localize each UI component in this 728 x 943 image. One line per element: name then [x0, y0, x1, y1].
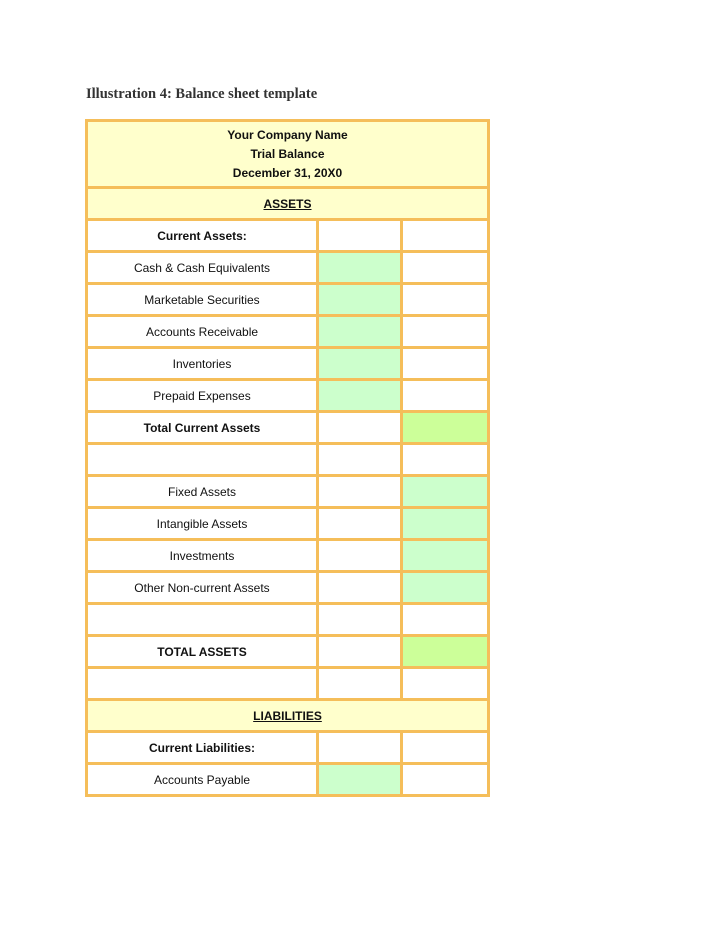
table-row [87, 380, 489, 412]
total-cell[interactable] [402, 540, 489, 572]
table-row [87, 540, 489, 572]
row-label: Fixed Assets [87, 476, 318, 508]
total-cell[interactable] [402, 220, 489, 252]
table-row [87, 764, 489, 796]
amount-cell[interactable] [318, 444, 402, 476]
row-label: Total Current Assets [87, 412, 318, 444]
total-cell[interactable] [402, 476, 489, 508]
liabilities-heading [87, 700, 489, 732]
table-row [87, 572, 489, 604]
table-row [87, 508, 489, 540]
total-cell[interactable] [402, 284, 489, 316]
total-cell[interactable] [402, 444, 489, 476]
total-cell[interactable] [402, 636, 489, 668]
table-row [87, 316, 489, 348]
row-label: Intangible Assets [87, 508, 318, 540]
table-row [87, 668, 489, 700]
total-cell[interactable] [402, 412, 489, 444]
row-label: Current Assets: [87, 220, 318, 252]
amount-cell[interactable] [318, 476, 402, 508]
title-row [87, 121, 489, 188]
total-cell[interactable] [402, 572, 489, 604]
amount-cell[interactable] [318, 412, 402, 444]
table-row [87, 444, 489, 476]
amount-cell[interactable] [318, 508, 402, 540]
row-label [87, 604, 318, 636]
amount-cell[interactable] [318, 636, 402, 668]
total-cell[interactable] [402, 764, 489, 796]
total-cell[interactable] [402, 732, 489, 764]
amount-cell[interactable] [318, 284, 402, 316]
table-row [87, 732, 489, 764]
table-row [87, 348, 489, 380]
row-label: Inventories [87, 348, 318, 380]
total-cell[interactable] [402, 668, 489, 700]
row-label: Accounts Receivable [87, 316, 318, 348]
company-name: Your Company Name [227, 127, 348, 142]
amount-cell[interactable] [318, 316, 402, 348]
assets-heading-text: ASSETS [263, 196, 312, 211]
amount-cell[interactable] [318, 380, 402, 412]
table-row [87, 636, 489, 668]
row-label: Investments [87, 540, 318, 572]
total-cell[interactable] [402, 508, 489, 540]
report-name: Trial Balance [250, 146, 325, 161]
amount-cell[interactable] [318, 572, 402, 604]
amount-cell[interactable] [318, 252, 402, 284]
total-cell[interactable] [402, 252, 489, 284]
row-label: Prepaid Expenses [87, 380, 318, 412]
report-date: December 31, 20X0 [232, 165, 343, 180]
assets-heading [87, 188, 489, 220]
row-label: TOTAL ASSETS [87, 636, 318, 668]
row-label [87, 444, 318, 476]
amount-cell[interactable] [318, 604, 402, 636]
total-cell[interactable] [402, 380, 489, 412]
row-label: Marketable Securities [87, 284, 318, 316]
assets-section-row [87, 188, 489, 220]
total-cell[interactable] [402, 348, 489, 380]
table-row [87, 412, 489, 444]
amount-cell[interactable] [318, 348, 402, 380]
row-label: Accounts Payable [87, 764, 318, 796]
total-cell[interactable] [402, 316, 489, 348]
amount-cell[interactable] [318, 732, 402, 764]
table-row [87, 604, 489, 636]
illustration-caption: Illustration 4: Balance sheet template [86, 86, 318, 102]
row-label [87, 668, 318, 700]
balance-sheet-table [85, 119, 490, 797]
row-label: Current Liabilities: [87, 732, 318, 764]
amount-cell[interactable] [318, 220, 402, 252]
liabilities-section-row [87, 700, 489, 732]
table-row [87, 220, 489, 252]
amount-cell[interactable] [318, 540, 402, 572]
title-cell [87, 121, 489, 188]
row-label: Other Non-current Assets [87, 572, 318, 604]
table-row [87, 252, 489, 284]
amount-cell[interactable] [318, 764, 402, 796]
liabilities-heading-text: LIABILITIES [253, 708, 322, 723]
amount-cell[interactable] [318, 668, 402, 700]
total-cell[interactable] [402, 604, 489, 636]
table-row [87, 284, 489, 316]
table-row [87, 476, 489, 508]
row-label: Cash & Cash Equivalents [87, 252, 318, 284]
